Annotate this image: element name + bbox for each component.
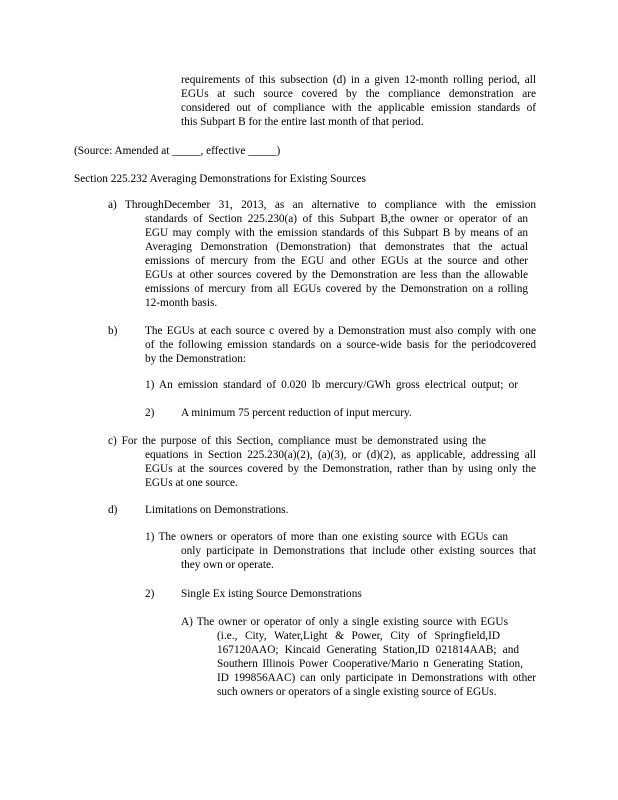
text-line: by the Demonstration: xyxy=(145,353,247,365)
text-line: only participate in Demonstrations that include other existing sources that xyxy=(181,545,536,557)
paragraph-c-body xyxy=(145,448,536,490)
text-line: EGU may comply with the emission standards of this Subpart B by means of an xyxy=(145,227,528,239)
text-line: 1) The owners or operators of more than one existing source with EGUs can xyxy=(145,531,508,543)
text-line: requirements of this subsection (d) in a given 12-month rolling period, all xyxy=(181,74,536,86)
text-line: c) For the purpose of this Section, compliance must be demonstrated using the xyxy=(108,435,486,447)
paragraph-d-item-2-heading: Single Ex isting Source Demonstrations xyxy=(181,588,362,600)
text-line: Averaging Demonstration (Demonstration) that demonstrates that the actual xyxy=(145,241,528,253)
text-line: such owners or operators of a single existing source of EGUs. xyxy=(217,686,497,698)
text-line: (i.e., City, Water,Light & Power, City of Springfield,ID xyxy=(217,630,500,642)
paragraph-d-heading: Limitations on Demonstrations. xyxy=(145,504,289,516)
text-line: of the following emission standards on a source-wide basis for the periodcovered xyxy=(145,339,536,351)
paragraph-b-item-2-label: 2) xyxy=(145,407,155,419)
section-heading: Section 225.232 Averaging Demonstrations for Existing Sources xyxy=(74,173,366,185)
paragraph-d-item-a-body xyxy=(217,629,536,699)
text-line: they own or operate. xyxy=(181,559,274,571)
text-line: a) ThroughDecember 31, 2013, as an alternative to compliance with the emission xyxy=(108,199,536,211)
paragraph-d-item-1-first-line xyxy=(145,530,508,544)
text-line: Southern Illinois Power Cooperative/Mario n Generating Station, xyxy=(217,658,523,670)
text-line: this Subpart B for the entire last month of that period. xyxy=(181,116,424,128)
text-line: A) The owner or operator of only a single existing source with EGUs xyxy=(181,616,508,628)
paragraph-c-first-line xyxy=(108,434,486,448)
paragraph-b-item-1 xyxy=(145,378,518,392)
text-line: EGUs at the sources covered by the Demonstration, rather than by using only the xyxy=(145,463,536,475)
paragraph-d-item-a-first-line xyxy=(181,615,508,629)
text-line: emissions of mercury from the EGU and other EGUs at the source and other xyxy=(145,255,528,267)
paragraph-b-body xyxy=(145,324,536,366)
text-line: 167120AAO; Kincaid Generating Station,ID 021814AAB; and xyxy=(217,644,519,656)
text-line: emissions of mercury from all EGUs covered by the Demonstration on a rolling xyxy=(145,283,528,295)
text-line: 12-month basis. xyxy=(145,297,218,309)
text-line: 1) An emission standard of 0.020 lb mercury/GWh gross electrical output; or xyxy=(145,379,518,391)
paragraph-a-first-line xyxy=(108,198,536,212)
text-line: EGUs at one source. xyxy=(145,477,238,489)
continuation-paragraph xyxy=(181,73,536,129)
paragraph-b-item-2: A minimum 75 percent reduction of input mercury. xyxy=(181,407,412,419)
text-line: considered out of compliance with the applicable emission standards of xyxy=(181,102,536,114)
paragraph-d-item-2-label: 2) xyxy=(145,588,155,600)
source-note: (Source: Amended at _____, effective _____) xyxy=(74,145,281,157)
paragraph-a-body xyxy=(145,212,528,310)
text-line: standards of Section 225.230(a) of this Subpart B,the owner or operator of an xyxy=(145,213,528,225)
paragraph-d-item-1-body xyxy=(181,544,536,572)
paragraph-b-label: b) xyxy=(108,325,118,337)
text-line: ID 199856AAC) can only participate in Demonstrations with other xyxy=(217,672,536,684)
text-line: EGUs at such source covered by the compliance demonstration are xyxy=(181,88,536,100)
text-line: EGUs at other sources covered by the Demonstration are less than the allowable xyxy=(145,269,528,281)
text-line: equations in Section 225.230(a)(2), (a)(3), or (d)(2), as applicable, addressing all xyxy=(145,449,536,461)
paragraph-d-label: d) xyxy=(108,504,118,516)
text-line: The EGUs at each source c overed by a Demonstration must also comply with one xyxy=(145,325,536,337)
